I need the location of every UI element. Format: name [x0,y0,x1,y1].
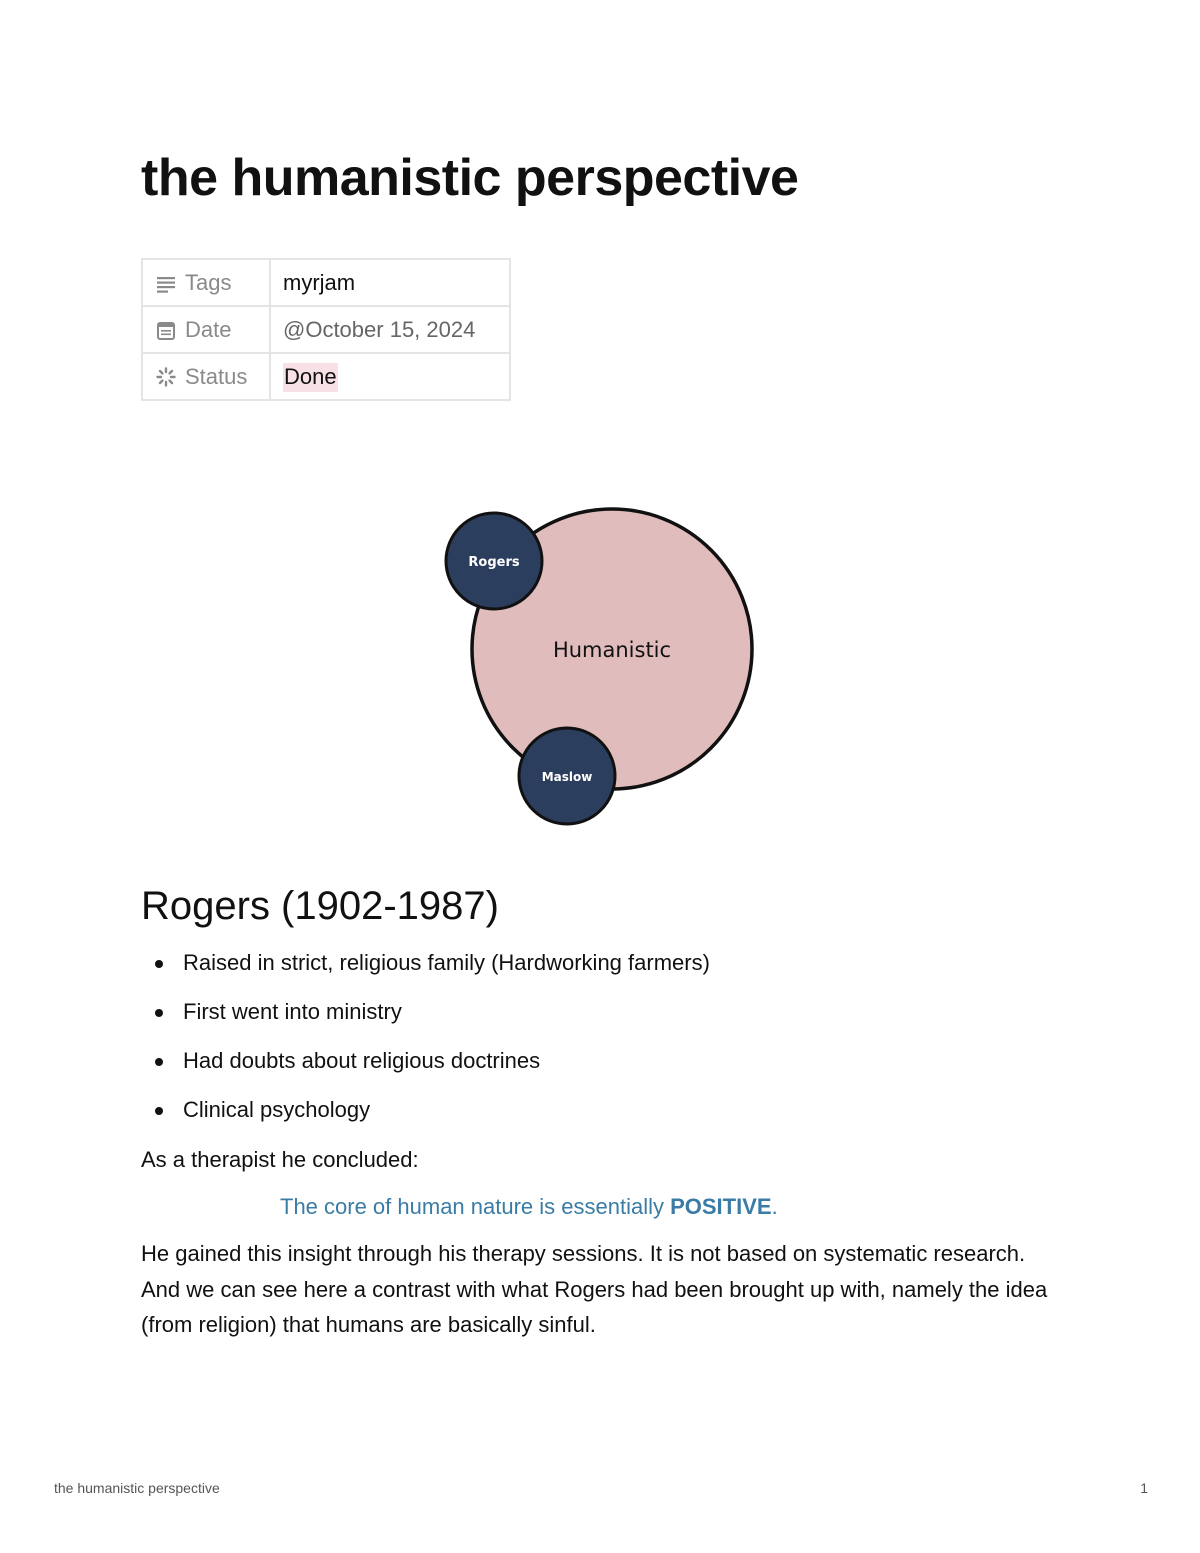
page-number: 1 [1140,1480,1148,1496]
footer-title: the humanistic perspective [54,1480,220,1496]
page-title: the humanistic perspective [141,149,799,207]
section-heading: Rogers (1902-1987) [141,884,499,928]
humanistic-diagram [430,505,765,835]
status-badge: Done [283,363,338,392]
maslow-node-label: Maslow [541,770,593,784]
humanistic-label: Humanistic [552,638,672,662]
status-loading-icon [155,366,177,388]
property-name-cell [142,306,270,353]
property-value-date[interactable]: @October 15, 2024 [270,306,510,353]
property-name: Date [185,316,232,342]
rogers-node-label: Rogers [468,555,520,570]
quote-text: The core of human nature is essentially [280,1194,671,1219]
list-item: Clinical psychology [141,1089,710,1138]
property-row-status [142,353,510,400]
property-row-tags [142,259,510,306]
intro-paragraph: As a therapist he concluded: [141,1147,419,1172]
list-item: Had doubts about religious doctrines [141,1040,710,1089]
text-lines-icon [155,272,177,294]
calendar-icon [155,319,177,341]
list-item: First went into ministry [141,991,710,1040]
property-value-tags[interactable]: myrjam [270,259,510,306]
bullet-list [141,942,710,1138]
property-name-cell [142,259,270,306]
properties-table [141,258,511,401]
property-value-status[interactable] [270,353,510,400]
property-name: Status [185,363,248,389]
quote-emphasis: POSITIVE [670,1194,772,1219]
body-paragraph: He gained this insight through his therapy sessions. It is not based on systematic research. And we can see here a contrast with what Rogers had been brought up with, namely the idea (from religion) that humans are basically sinful. [141,1241,1048,1337]
list-item: Raised in strict, religious family (Hardworking farmers) [141,942,710,991]
property-row-date [142,306,510,353]
quote-end: . [771,1194,778,1219]
property-name: Tags [185,269,232,295]
property-name-cell [142,353,270,400]
key-quote [280,1189,778,1224]
